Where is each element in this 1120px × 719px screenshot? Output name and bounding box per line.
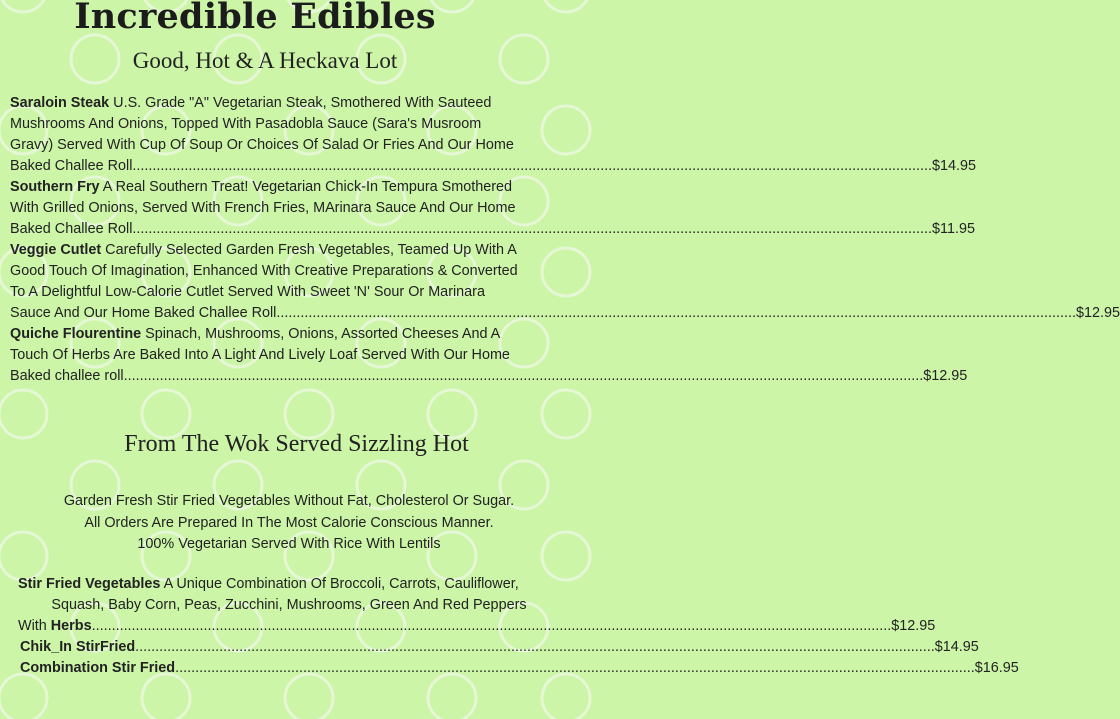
price-row: [10, 219, 975, 240]
dot-leader: ........................................................................................................................................................................................................: [123, 368, 924, 384]
wok-intro-line: 100% Vegetarian Served With Rice With Lentils: [137, 536, 441, 552]
menu-item-name: Quiche Flourentine: [10, 326, 142, 342]
menu-item-price: $12.95: [923, 368, 968, 384]
menu-item-description: Carefully Selected Garden Fresh Vegetables, Teamed Up With A: [101, 242, 517, 258]
menu-item-description: Spinach, Mushrooms, Onions, Assorted Cheeses And A: [141, 326, 501, 342]
price-row: [18, 616, 936, 637]
menu-item-description: With Grilled Onions, Served With French Fries, MArinara Sauce And Our Home: [10, 200, 516, 216]
menu-item-description: Baked challee roll: [10, 368, 124, 384]
restaurant-subtitle: Good, Hot & A Heckava Lot: [132, 48, 398, 73]
menu-item-quiche-flourentine: [10, 324, 968, 387]
menu-item-description: Gravy) Served With Cup Of Soup Or Choices Of Salad Or Fries And Our Home: [10, 137, 514, 153]
dot-leader: ........................................................................................................................................................................................................: [276, 305, 1077, 321]
menu-item-description: Mushrooms And Onions, Topped With Pasadobla Sauce (Sara's Musroom: [10, 116, 482, 132]
wok-menu: [18, 574, 1019, 679]
menu-item-name: Saraloin Steak: [10, 95, 110, 111]
restaurant-title: Incredible Edibles: [74, 0, 436, 37]
menu-item-combination-stir-fried: [18, 658, 1019, 679]
entree-menu: [10, 93, 1120, 387]
menu-item-description: U.S. Grade "A" Vegetarian Steak, Smothered With Sauteed: [109, 95, 492, 111]
wok-intro-line: All Orders Are Prepared In The Most Calorie Conscious Manner.: [84, 514, 494, 531]
menu-item-saraloin-steak: [10, 93, 977, 177]
menu-item-description: Baked Challee Roll: [10, 221, 133, 237]
menu-item-description: A Real Southern Treat! Vegetarian Chick-In Tempura Smothered: [99, 179, 513, 195]
menu-item-name: Veggie Cutlet: [10, 242, 102, 258]
dot-leader: ........................................................................................................................................................................................................: [132, 158, 933, 174]
menu-item-description: To A Delightful Low-Calorie Cutlet Served With Sweet 'N' Sour Or Marinara: [10, 284, 485, 300]
wok-intro: [0, 491, 578, 556]
menu-item-price: $14.95: [932, 158, 977, 174]
dot-leader: ........................................................................................................................................................................................................: [135, 639, 935, 655]
menu-item-veggie-cutlet: [10, 240, 1120, 324]
menu-item-name: Stir Fried Vegetables: [18, 576, 161, 592]
menu-item-description: Baked Challee Roll: [10, 158, 133, 174]
menu-item-description: Good Touch Of Imagination, Enhanced With Creative Preparations & Converted: [10, 263, 518, 279]
menu-item-description: Sauce And Our Home Baked Challee Roll: [10, 305, 277, 321]
dot-leader: ........................................................................................................................................................................................................: [132, 221, 933, 237]
menu-item-description: Squash, Baby Corn, Peas, Zucchini, Mushrooms, Green And Red Peppers: [51, 597, 527, 613]
menu-item-price: $14.95: [934, 639, 979, 655]
menu-item-name: Southern Fry: [10, 179, 100, 195]
wok-intro-line: Garden Fresh Stir Fried Vegetables Without Fat, Cholesterol Or Sugar.: [63, 493, 515, 509]
menu-item-southern-fry: [10, 177, 975, 240]
menu-item-price: $12.95: [891, 618, 936, 634]
menu-item-chik-in-stirfried: [18, 637, 979, 658]
menu-item-price: $16.95: [974, 660, 1019, 676]
menu-item-description: Touch Of Herbs Are Baked Into A Light And Lively Loaf Served With Our Home: [10, 347, 510, 363]
price-row: [10, 366, 968, 387]
dot-leader: ........................................................................................................................................................................................................: [175, 660, 975, 676]
menu-item-name: Chik_In StirFried: [20, 639, 136, 655]
menu-item-description: Herbs: [50, 618, 92, 634]
wok-section-title: From The Wok Served Sizzling Hot: [124, 431, 469, 457]
menu-item-description: A Unique Combination Of Broccoli, Carrots, Cauliflower,: [160, 576, 519, 592]
price-row: [10, 156, 977, 177]
price-row: [10, 303, 1120, 324]
menu-item-price: $11.95: [932, 221, 975, 237]
dot-leader: ........................................................................................................................................................................................................: [91, 618, 892, 634]
menu-item-stir-fried-vegetables: [18, 574, 936, 637]
menu-item-description: With: [18, 618, 51, 634]
menu-item-price: $12.95: [1076, 305, 1120, 321]
menu-item-name: Combination Stir Fried: [20, 660, 176, 676]
